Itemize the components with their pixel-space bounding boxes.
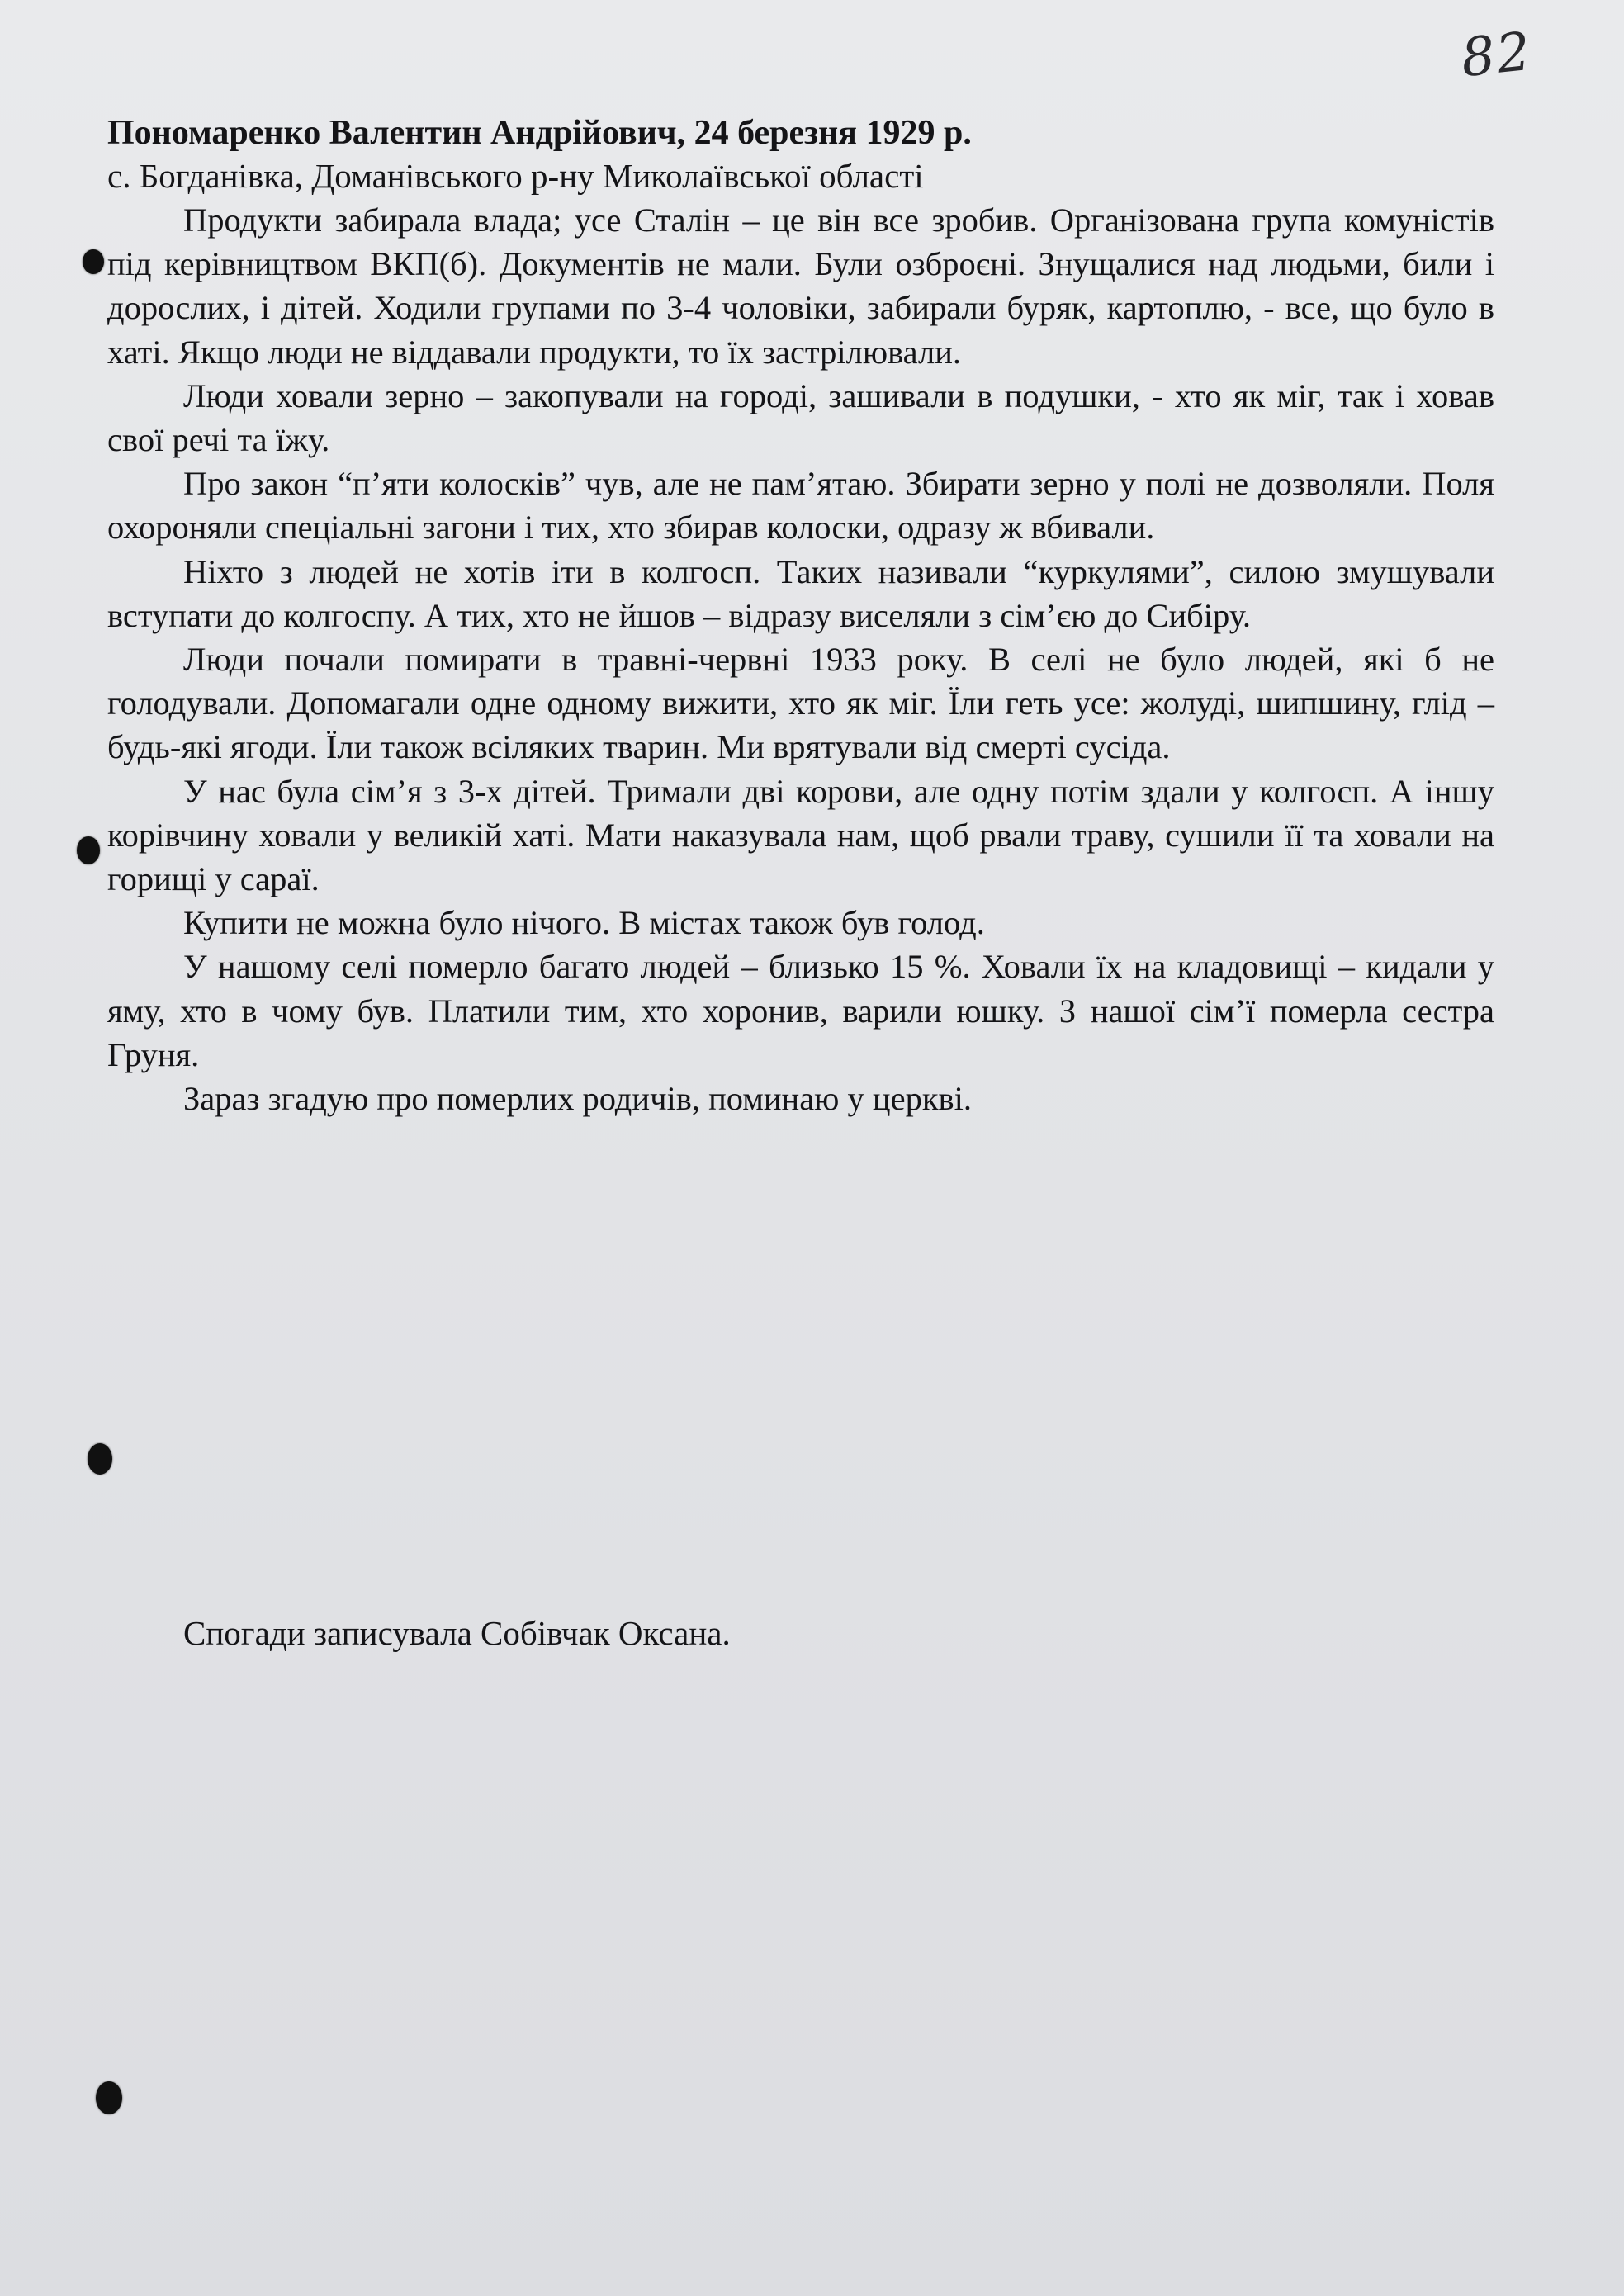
- punch-hole: [83, 249, 104, 274]
- paragraph-6: У нас була сім’я з 3-х дітей. Тримали дві корови, але одну потім здали у колгосп. А іншу корівчину ховали у великій хаті. Мати наказувала нам, щоб рвали траву, сушили її та ховали на горищі у сараї.: [107, 772, 1494, 898]
- interviewee-name-date: Пономаренко Валентин Андрійович, 24 березня 1929 р.: [107, 114, 972, 152]
- paragraph-1: Продукти забирала влада; усе Сталін – це він все зробив. Організована група комуністів під керівництвом ВКП(б). Документів не мали. Були озброєні. Знущалися над людьми, били і дорослих, і дітей. Ходили групами по 3-4 чоловіки, забирали буряк, картоплю, - все, що було в хаті. Якщо люди не віддавали продукти, то їх застрілювали.: [107, 201, 1494, 371]
- paragraph-2: Люди ховали зерно – закопували на городі, зашивали в подушки, - хто як міг, так і ховав свої речі та їжу.: [107, 376, 1494, 459]
- paragraph-4: Ніхто з людей не хотів іти в колгосп. Таких називали “куркулями”, силою змушували вступати до колгоспу. А тих, хто не йшов – відразу виселяли з сім’єю до Сибіру.: [107, 552, 1494, 634]
- paragraph-7: Купити не можна було нічого. В містах також був голод.: [183, 904, 985, 942]
- interviewee-place: с. Богданівка, Доманівського р-ну Миколаївської області: [107, 157, 924, 195]
- paragraph-9: Зараз згадую про померлих родичів, поминаю у церкві.: [183, 1080, 973, 1118]
- punch-hole: [77, 836, 100, 864]
- recorder-signature-line: Спогади записувала Собівчак Оксана.: [183, 1614, 731, 1652]
- handwritten-page-number: 82: [1458, 21, 1536, 90]
- document-body: [107, 111, 1494, 1120]
- paragraph-5: Люди почали помирати в травні-червні 1933 року. В селі не було людей, які б не голодували. Допомагали одне одному вижити, хто як міг. Їли геть усе: жолуді, шипшину, глід – будь-які ягоди. Їли також всіляких тварин. Ми врятували від смерті сусіда.: [107, 641, 1494, 766]
- punch-hole: [88, 1443, 112, 1475]
- paragraph-3: Про закон “п’яти колосків” чув, але не пам’ятаю. Збирати зерно у полі не дозволяли. Поля охороняли спеціальні загони і тих, хто збирав колоски, одразу ж вбивали.: [107, 465, 1494, 547]
- paragraph-8: У нашому селі померло багато людей – близько 15 %. Ховали їх на кладовищі – кидали у яму, хто в чому був. Платили тим, хто хоронив, варили юшку. З нашої сім’ї померла сестра Груня.: [107, 948, 1494, 1073]
- punch-hole: [96, 2081, 122, 2114]
